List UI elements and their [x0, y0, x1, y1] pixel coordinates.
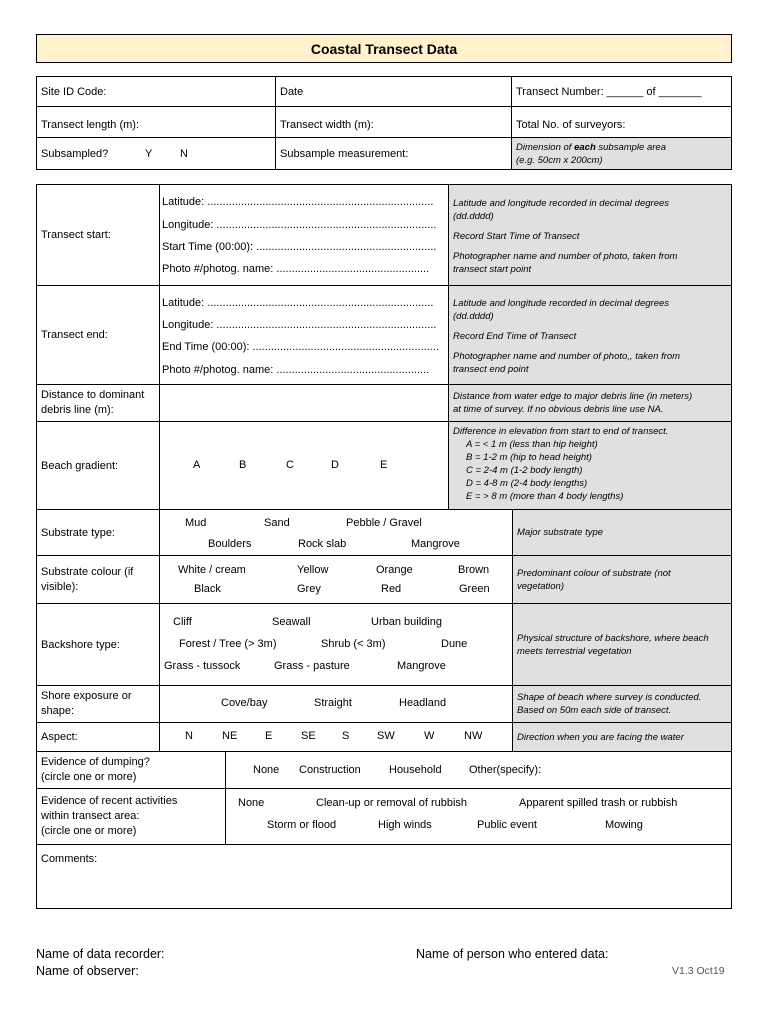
shore-exposure-options	[159, 685, 513, 723]
start-latitude-field[interactable]: Latitude: ..........................................................................	[162, 196, 434, 208]
dumping-option-construction[interactable]: Construction	[299, 764, 361, 776]
substrate-option-sand[interactable]: Sand	[264, 517, 290, 529]
dimension-note: Dimension of each subsample area (e.g. 50cm x 200cm)	[511, 137, 732, 170]
start-longitude-field[interactable]: Longitude: ........................................................................	[162, 219, 437, 231]
backshore-option-grass-pasture[interactable]: Grass - pasture	[274, 660, 350, 672]
page-title: Coastal Transect Data	[36, 34, 732, 63]
subsampled-field[interactable]	[36, 137, 276, 170]
transect-start-notes: Latitude and longitude recorded in decimal degrees (dd.dddd) Record Start Time of Transect Photographer name and number of photo, taken from transect start point	[448, 184, 732, 286]
beach-gradient-options	[159, 421, 449, 510]
exposure-option-straight[interactable]: Straight	[314, 697, 352, 709]
substrate-type-options	[159, 509, 513, 556]
activity-option-mowing[interactable]: Mowing	[605, 819, 643, 831]
gradient-option-b[interactable]: B	[239, 459, 247, 471]
end-latitude-field[interactable]: Latitude: ..........................................................................	[162, 297, 434, 309]
transect-width-field[interactable]	[275, 106, 512, 138]
comments-label: Comments:	[41, 853, 98, 865]
transect-number-label: Transect Number: ______ of _______	[516, 85, 702, 98]
activity-option-high-winds[interactable]: High winds	[378, 819, 432, 831]
backshore-option-mangrove[interactable]: Mangrove	[397, 660, 446, 672]
colour-option-orange[interactable]: Orange	[376, 564, 413, 576]
site-id-field[interactable]	[36, 76, 276, 107]
substrate-option-rock-slab[interactable]: Rock slab	[298, 538, 347, 550]
total-surveyors-field[interactable]	[511, 106, 732, 138]
colour-option-black[interactable]: Black	[194, 583, 221, 595]
subsampled-yes-option[interactable]: Y	[145, 147, 153, 160]
exposure-option-headland[interactable]: Headland	[399, 697, 447, 709]
substrate-option-pebble[interactable]: Pebble / Gravel	[346, 517, 422, 529]
transect-length-label: Transect length (m):	[41, 119, 140, 131]
start-time-field[interactable]: Start Time (00:00): ...........................................................	[162, 241, 437, 253]
gradient-option-d[interactable]: D	[331, 459, 339, 471]
colour-option-grey[interactable]: Grey	[297, 583, 321, 595]
date-label: Date	[280, 85, 304, 98]
subsampled-no-option[interactable]: N	[180, 147, 188, 160]
beach-gradient-label: Beach gradient:	[36, 421, 160, 510]
activities-options	[225, 788, 732, 845]
backshore-option-shrub[interactable]: Shrub (< 3m)	[321, 638, 386, 650]
exposure-option-cove[interactable]: Cove/bay	[221, 697, 268, 709]
transect-length-field[interactable]	[36, 106, 276, 138]
dumping-option-other[interactable]: Other(specify):	[469, 764, 542, 776]
substrate-option-mud[interactable]: Mud	[185, 517, 207, 529]
aspect-option-ne[interactable]: NE	[222, 730, 238, 742]
substrate-type-label: Substrate type:	[36, 509, 160, 556]
transect-width-label: Transect width (m):	[280, 119, 374, 131]
end-time-field[interactable]: End Time (00:00): .............................................................	[162, 341, 439, 353]
subsample-measurement-label: Subsample measurement:	[280, 147, 409, 160]
data-recorder-label: Name of data recorder:	[36, 947, 165, 961]
colour-option-white[interactable]: White / cream	[178, 564, 246, 576]
end-photo-field[interactable]: Photo #/photog. name: ..................................................	[162, 364, 430, 376]
distance-debris-field[interactable]	[159, 384, 449, 422]
comments-field[interactable]	[36, 844, 732, 909]
activities-label: Evidence of recent activities within transect area: (circle one or more)	[36, 788, 226, 845]
backshore-option-seawall[interactable]: Seawall	[272, 616, 311, 628]
observer-label: Name of observer:	[36, 964, 139, 978]
gradient-option-a[interactable]: A	[193, 459, 201, 471]
backshore-option-grass-tussock[interactable]: Grass - tussock	[164, 660, 241, 672]
backshore-type-note: Physical structure of backshore, where beach meets terrestrial vegetation	[512, 603, 732, 686]
substrate-option-boulders[interactable]: Boulders	[208, 538, 252, 550]
aspect-option-sw[interactable]: SW	[377, 730, 395, 742]
substrate-type-note: Major substrate type	[512, 509, 732, 556]
site-id-label: Site ID Code:	[41, 85, 107, 98]
distance-debris-label: Distance to dominant debris line (m):	[36, 384, 160, 422]
dumping-option-none[interactable]: None	[253, 764, 280, 776]
colour-option-yellow[interactable]: Yellow	[297, 564, 329, 576]
aspect-note: Direction when you are facing the water	[512, 722, 732, 752]
substrate-colour-note: Predominant colour of substrate (not vegetation)	[512, 555, 732, 604]
beach-gradient-notes: Difference in elevation from start to end of transect. A = < 1 m (less than hip height) B = 1-2 m (hip to head height) C = 2-4 m (1-2 body length) D = 4-8 m (2-4 body lengths) E = > 8 m (more than 4 body lengths)	[448, 421, 732, 510]
colour-option-green[interactable]: Green	[459, 583, 490, 595]
activity-option-storm[interactable]: Storm or flood	[267, 819, 337, 831]
substrate-option-mangrove[interactable]: Mangrove	[411, 538, 460, 550]
aspect-option-w[interactable]: W	[424, 730, 435, 742]
aspect-options	[159, 722, 513, 752]
shore-exposure-label: Shore exposure or shape:	[36, 685, 160, 723]
transect-number-field[interactable]	[511, 76, 732, 107]
activity-option-none[interactable]: None	[238, 797, 265, 809]
substrate-colour-label: Substrate colour (if visible):	[36, 555, 160, 604]
date-field[interactable]	[275, 76, 512, 107]
transect-end-label: Transect end:	[36, 285, 160, 385]
backshore-type-options	[159, 603, 513, 686]
transect-start-label: Transect start:	[36, 184, 160, 286]
aspect-option-se[interactable]: SE	[301, 730, 316, 742]
start-photo-field[interactable]: Photo #/photog. name: ..................................................	[162, 263, 430, 275]
activity-option-spilled-trash[interactable]: Apparent spilled trash or rubbish	[519, 797, 678, 809]
version-label: V1.3 Oct19	[672, 965, 725, 977]
data-entered-label: Name of person who entered data:	[416, 947, 609, 961]
gradient-option-c[interactable]: C	[286, 459, 294, 471]
aspect-label: Aspect:	[36, 722, 160, 752]
transect-end-fields[interactable]	[159, 285, 449, 385]
subsampled-label: Subsampled?	[41, 147, 109, 160]
backshore-option-urban[interactable]: Urban building	[371, 616, 442, 628]
dumping-options	[225, 751, 732, 789]
aspect-option-s[interactable]: S	[342, 730, 350, 742]
backshore-option-dune[interactable]: Dune	[441, 638, 468, 650]
distance-debris-note: Distance from water edge to major debris line (in meters) at time of survey. If no obvious debris line use NA.	[448, 384, 732, 422]
aspect-option-n[interactable]: N	[185, 730, 193, 742]
backshore-option-forest[interactable]: Forest / Tree (> 3m)	[179, 638, 277, 650]
end-longitude-field[interactable]: Longitude: ........................................................................	[162, 319, 437, 331]
total-surveyors-label: Total No. of surveyors:	[516, 119, 626, 131]
gradient-option-e[interactable]: E	[380, 459, 388, 471]
aspect-option-e[interactable]: E	[265, 730, 273, 742]
activity-option-cleanup[interactable]: Clean-up or removal of rubbish	[316, 797, 468, 809]
colour-option-red[interactable]: Red	[381, 583, 402, 595]
activity-option-public-event[interactable]: Public event	[477, 819, 537, 831]
substrate-colour-options	[159, 555, 513, 604]
backshore-option-cliff[interactable]: Cliff	[173, 616, 192, 628]
backshore-type-label: Backshore type:	[36, 603, 160, 686]
transect-end-notes: Latitude and longitude recorded in decimal degrees (dd.dddd) Record End Time of Transect Photographer name and number of photo,, taken from transect end point	[448, 285, 732, 385]
shore-exposure-note: Shape of beach where survey is conducted. Based on 50m each side of transect.	[512, 685, 732, 723]
dumping-option-household[interactable]: Household	[389, 764, 442, 776]
colour-option-brown[interactable]: Brown	[458, 564, 490, 576]
dumping-label: Evidence of dumping? (circle one or more)	[36, 751, 226, 789]
aspect-option-nw[interactable]: NW	[464, 730, 483, 742]
subsample-measurement-field[interactable]	[275, 137, 512, 170]
transect-start-fields[interactable]	[159, 184, 449, 286]
